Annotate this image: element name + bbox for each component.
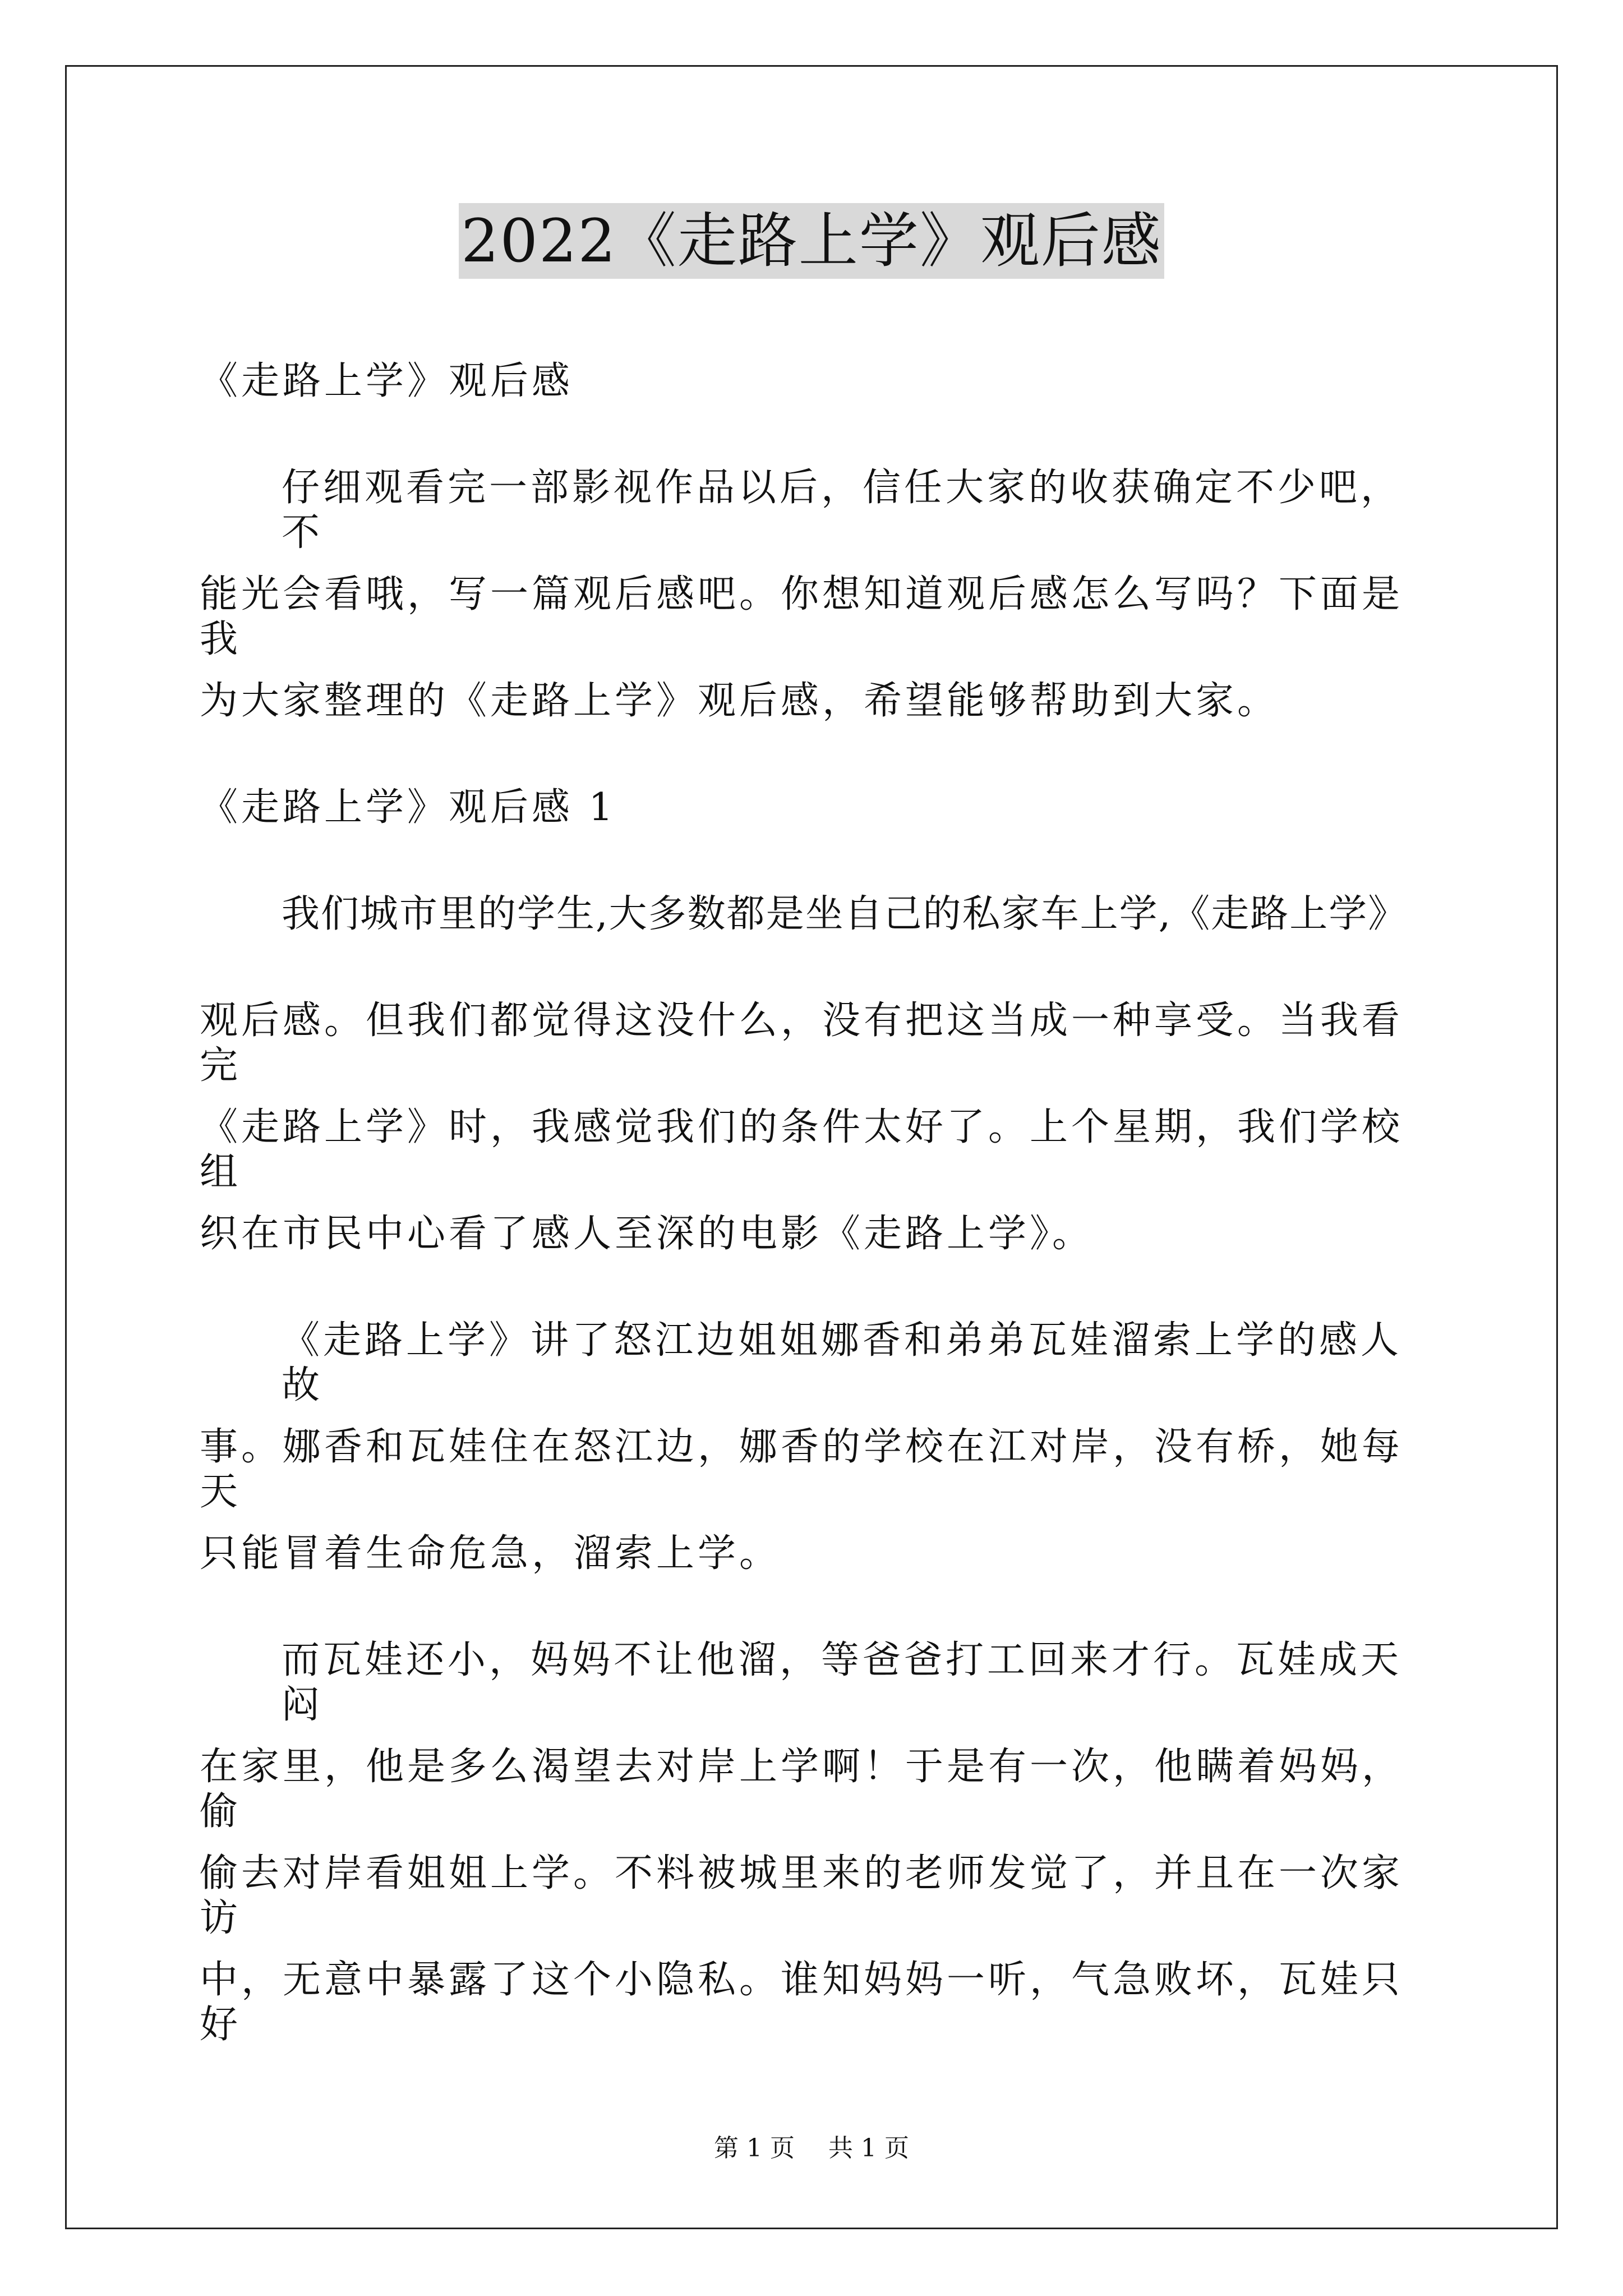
paragraph-line: 而瓦娃还小，妈妈不让他溜，等爸爸打工回来才行。瓦娃成天闷 [282, 1638, 1403, 1727]
document-title [0, 202, 1623, 280]
section-heading: 《走路上学》观后感 [200, 359, 574, 403]
paragraph-line: 织在市民中心看了感人至深的电影《走路上学》。 [200, 1212, 1094, 1256]
paragraph-line: 《走路上学》讲了怒江边姐姐娜香和弟弟瓦娃溜索上学的感人故 [282, 1318, 1403, 1407]
page-footer [0, 2132, 1623, 2165]
document-title-text: 2022《走路上学》观后感 [459, 203, 1164, 279]
paragraph-line: 能光会看哦，写一篇观后感吧。你想知道观后感怎么写吗？下面是我 [200, 572, 1404, 661]
paragraph-line: 偷去对岸看姐姐上学。不料被城里来的老师发觉了，并且在一次家访 [200, 1851, 1404, 1940]
paragraph-line: 在家里，他是多么渴望去对岸上学啊！于是有一次，他瞒着妈妈，偷 [200, 1745, 1404, 1834]
page-total: 共 1 页 [828, 2134, 909, 2162]
paragraph-line: 我们城市里的学生,大多数都是坐自己的私家车上学,《走路上学》 [282, 892, 1408, 936]
page-number: 第 1 页 [714, 2134, 795, 2162]
paragraph-line: 只能冒着生命危急，溜索上学。 [200, 1531, 781, 1576]
paragraph-line: 中，无意中暴露了这个小隐私。谁知妈妈一听，气急败坏，瓦娃只好 [200, 1958, 1404, 2047]
paragraph-line: 事。娜香和瓦娃住在怒江边，娜香的学校在江对岸，没有桥，她每天 [200, 1425, 1404, 1514]
paragraph-line: 观后感。但我们都觉得这没什么，没有把这当成一种享受。当我看完 [200, 999, 1404, 1088]
paragraph-line: 《走路上学》时，我感觉我们的条件太好了。上个星期，我们学校组 [200, 1105, 1404, 1194]
section-heading: 《走路上学》观后感 1 [200, 785, 616, 830]
paragraph-line: 仔细观看完一部影视作品以后，信任大家的收获确定不少吧，不 [282, 466, 1403, 555]
paragraph-line: 为大家整理的《走路上学》观后感，希望能够帮助到大家。 [200, 679, 1279, 723]
